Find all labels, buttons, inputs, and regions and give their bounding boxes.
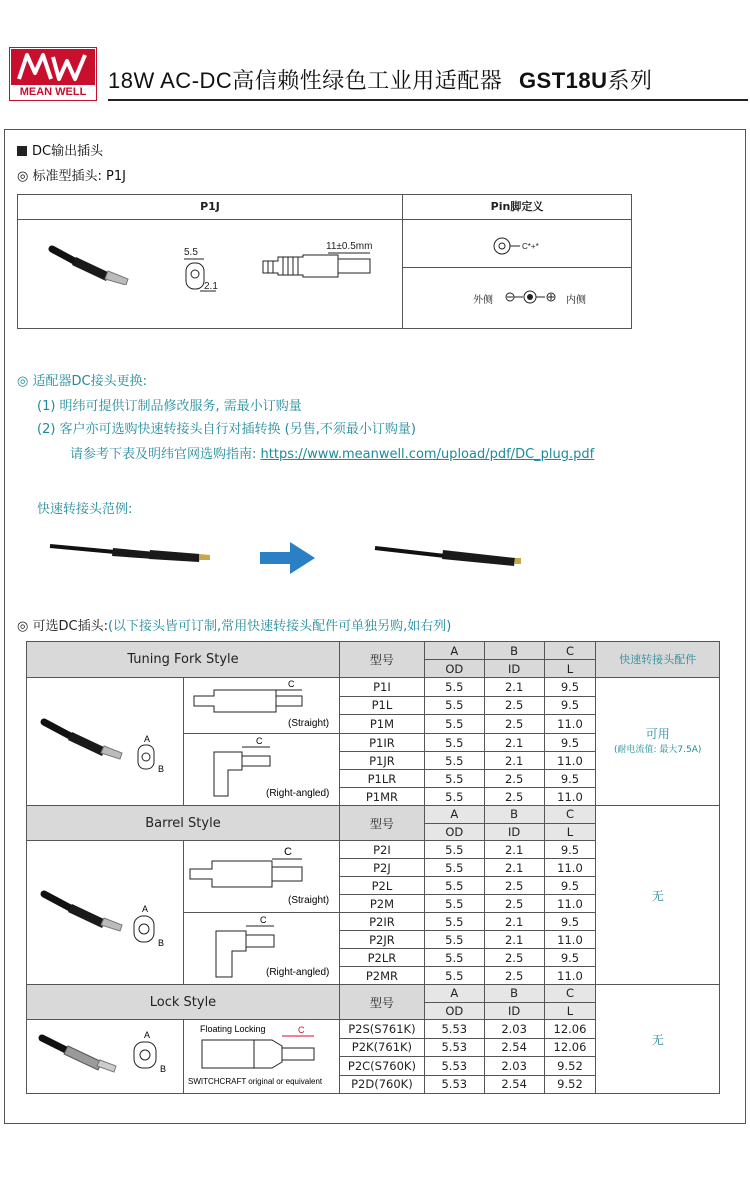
quick-example-heading: 快速转接头范例:: [37, 502, 133, 517]
table-row: P2MR: [339, 967, 424, 985]
svg-text:B: B: [157, 938, 164, 948]
reference-line: 请参考下表及明纬官网选购指南: https://www.meanwell.com/upload/pdf/DC_plug.pdf: [70, 447, 595, 462]
col-id: ID: [484, 1002, 544, 1020]
table-row: P2J: [339, 859, 424, 877]
tuning-quick-cell: [596, 678, 720, 806]
pin-header: Pin脚定义: [403, 195, 631, 220]
table-row: P1IR: [339, 734, 424, 752]
p1j-plug-photo: [48, 235, 138, 285]
table-row: P2LR: [339, 949, 424, 967]
col-od: OD: [424, 660, 484, 678]
svg-text:Floating Locking: Floating Locking: [200, 1024, 266, 1034]
cell-id: 2.1: [484, 734, 544, 752]
cell-od: 5.5: [424, 788, 484, 806]
svg-text:B: B: [159, 1064, 166, 1074]
col-l: L: [544, 823, 596, 841]
cell-id: 2.5: [484, 715, 544, 734]
barrel-straight-svg: [184, 841, 338, 909]
cell-l: 11.0: [544, 859, 596, 877]
cell-od: 5.53: [424, 1038, 484, 1057]
barrel-right-svg: [184, 913, 338, 981]
svg-text:A: A: [141, 904, 148, 914]
quick-note: (耐电流值: 最大7.5A): [614, 744, 702, 755]
col-b: B: [484, 985, 544, 1003]
cell-id: 2.54: [484, 1075, 544, 1094]
pin-symbol-icon: [488, 233, 578, 259]
quick-available: 可用: [645, 726, 670, 741]
cell-id: 2.5: [484, 696, 544, 715]
standard-plug-label: ◎ 标准型插头: P1J: [17, 169, 126, 184]
quick-adapter-example: [45, 532, 525, 582]
cell-l: 9.5: [544, 841, 596, 859]
svg-text:C: C: [298, 1025, 305, 1035]
table-row: P2I: [339, 841, 424, 859]
cell-od: 5.5: [424, 859, 484, 877]
cell-id: 2.5: [484, 770, 544, 788]
table-row: P2D(760K): [339, 1075, 424, 1094]
cell-id: 2.5: [484, 788, 544, 806]
tuning-straight-drawing: [183, 678, 339, 734]
barrel-plug-photo: [30, 866, 180, 956]
barrel-straight-drawing: [183, 841, 339, 913]
cell-id: 2.1: [484, 678, 544, 697]
tuning-fork-plug-photo: [30, 700, 180, 780]
col-b: B: [484, 642, 544, 660]
cell-od: 5.5: [424, 913, 484, 931]
table-row: P1LR: [339, 770, 424, 788]
polarity-icon: [503, 287, 563, 307]
cell-od: 5.5: [424, 696, 484, 715]
style-barrel: Barrel Style: [27, 806, 340, 841]
lock-plug-photo: [30, 1022, 180, 1088]
type-header: 型号: [339, 806, 424, 841]
type-header: 型号: [339, 642, 424, 678]
cell-od: 5.5: [424, 895, 484, 913]
style-lock: Lock Style: [27, 985, 340, 1020]
inner-label: 内侧: [566, 295, 586, 306]
adapter-change-item1: (1) 明纬可提供订制品修改服务, 需最小订购量: [37, 399, 302, 414]
col-b: B: [484, 806, 544, 824]
adapter-change-heading: ◎ 适配器DC接头更换:: [17, 374, 147, 389]
tuning-right-svg: [184, 734, 338, 802]
table-row: P1I: [339, 678, 424, 697]
dc-plug-pdf-link[interactable]: https://www.meanwell.com/upload/pdf/DC_plug.pdf: [260, 447, 595, 462]
p1j-header: P1J: [18, 195, 403, 220]
cell-id: 2.03: [484, 1057, 544, 1076]
page-title: 18W AC-DC高信赖性绿色工业用适配器 GST18U系列: [108, 68, 653, 93]
svg-text:SWITCHCRAFT original or equiva: SWITCHCRAFT original or equivalent: [188, 1077, 323, 1086]
table-row: P2S(S761K): [339, 1020, 424, 1039]
tuning-straight-svg: [184, 678, 338, 730]
col-c: C: [544, 806, 596, 824]
quick-header: 快速转接头配件: [596, 642, 720, 678]
cell-od: 5.5: [424, 967, 484, 985]
cell-od: 5.53: [424, 1075, 484, 1094]
svg-text:A: A: [143, 734, 150, 744]
arrow-right-icon: [260, 542, 315, 574]
svg-text:11±0.5mm: 11±0.5mm: [326, 241, 373, 252]
cell-id: 2.5: [484, 949, 544, 967]
cell-od: 5.53: [424, 1057, 484, 1076]
col-c: C: [544, 642, 596, 660]
cell-id: 2.1: [484, 752, 544, 770]
style-tuning-fork: Tuning Fork Style: [27, 642, 340, 678]
col-l: L: [544, 1002, 596, 1020]
svg-text:2.1: 2.1: [204, 281, 218, 292]
col-c: C: [544, 985, 596, 1003]
cell-od: 5.5: [424, 877, 484, 895]
svg-text:(Straight): (Straight): [288, 895, 330, 906]
svg-text:A: A: [143, 1030, 150, 1040]
svg-text:C*+*: C*+*: [522, 242, 539, 251]
cell-l: 9.5: [544, 696, 596, 715]
cell-id: 2.5: [484, 877, 544, 895]
cell-l: 11.0: [544, 895, 596, 913]
p1j-side-drawing: [258, 239, 388, 289]
svg-text:C: C: [288, 679, 295, 689]
table-row: P2L: [339, 877, 424, 895]
tuning-right-drawing: [183, 734, 339, 806]
barrel-photo-cell: [27, 841, 184, 985]
svg-text:C: C: [260, 915, 267, 925]
table-row: P2JR: [339, 931, 424, 949]
cell-l: 11.0: [544, 788, 596, 806]
col-a: A: [424, 806, 484, 824]
mw-logo-icon: [11, 49, 95, 85]
cell-od: 5.5: [424, 770, 484, 788]
svg-text:5.5: 5.5: [184, 247, 198, 258]
svg-text:C: C: [256, 736, 263, 746]
cell-l: 9.5: [544, 770, 596, 788]
optional-plug-table: [26, 641, 720, 1094]
cell-od: 5.5: [424, 734, 484, 752]
cell-od: 5.5: [424, 715, 484, 734]
cell-id: 2.54: [484, 1038, 544, 1057]
table-row: P1JR: [339, 752, 424, 770]
cell-l: 11.0: [544, 715, 596, 734]
cell-id: 2.1: [484, 859, 544, 877]
cell-id: 2.1: [484, 931, 544, 949]
outer-label: 外侧: [473, 295, 493, 306]
col-id: ID: [484, 660, 544, 678]
table-row: P2M: [339, 895, 424, 913]
barrel-right-drawing: [183, 913, 339, 985]
table-row: P1MR: [339, 788, 424, 806]
col-od: OD: [424, 823, 484, 841]
cell-od: 5.5: [424, 931, 484, 949]
p1j-front-drawing: [166, 245, 236, 303]
cell-l: 9.5: [544, 877, 596, 895]
cell-l: 11.0: [544, 967, 596, 985]
cell-id: 2.5: [484, 967, 544, 985]
cell-l: 9.5: [544, 949, 596, 967]
lock-drawing: [183, 1020, 339, 1094]
col-id: ID: [484, 823, 544, 841]
table-row: P1L: [339, 696, 424, 715]
cell-id: 2.1: [484, 841, 544, 859]
table-row: P1M: [339, 715, 424, 734]
dc-section-heading: DC输出插头: [17, 140, 103, 159]
lock-quick-cell: 无: [596, 985, 720, 1094]
cell-l: 12.06: [544, 1020, 596, 1039]
svg-text:B: B: [157, 764, 164, 774]
cell-id: 2.03: [484, 1020, 544, 1039]
cell-l: 9.5: [544, 678, 596, 697]
lock-photo-cell: [27, 1020, 184, 1094]
title-rule: [108, 99, 748, 101]
lock-svg: [184, 1020, 338, 1090]
col-l: L: [544, 660, 596, 678]
cell-l: 9.52: [544, 1075, 596, 1094]
svg-text:(Right-angled): (Right-angled): [266, 788, 330, 799]
p1j-box: [17, 194, 632, 329]
col-a: A: [424, 985, 484, 1003]
meanwell-logo: [9, 47, 97, 101]
cell-id: 2.1: [484, 913, 544, 931]
cell-l: 9.5: [544, 734, 596, 752]
cell-od: 5.5: [424, 752, 484, 770]
col-od: OD: [424, 1002, 484, 1020]
cell-l: 12.06: [544, 1038, 596, 1057]
tuning-fork-photo-cell: [27, 678, 184, 806]
barrel-quick-cell: 无: [596, 806, 720, 985]
logo-text: MEAN WELL: [19, 86, 87, 98]
cell-od: 5.5: [424, 841, 484, 859]
cell-od: 5.5: [424, 678, 484, 697]
cell-l: 9.52: [544, 1057, 596, 1076]
svg-text:(Straight): (Straight): [288, 718, 330, 729]
table-row: P2IR: [339, 913, 424, 931]
adapter-change-item2: (2) 客户亦可选购快速转接头自行对插转换 (另售,不须最小订购量): [37, 422, 416, 437]
cell-l: 11.0: [544, 752, 596, 770]
cell-od: 5.53: [424, 1020, 484, 1039]
optional-heading: ◎ 可选DC插头:(以下接头皆可订制,常用快速转接头配件可单独另购,如右列): [17, 619, 452, 634]
cell-l: 9.5: [544, 913, 596, 931]
type-header: 型号: [339, 985, 424, 1020]
svg-text:(Right-angled): (Right-angled): [266, 967, 330, 978]
cell-id: 2.5: [484, 895, 544, 913]
svg-text:C: C: [284, 846, 293, 858]
table-row: P2C(S760K): [339, 1057, 424, 1076]
cell-l: 11.0: [544, 931, 596, 949]
col-a: A: [424, 642, 484, 660]
table-row: P2K(761K): [339, 1038, 424, 1057]
cell-od: 5.5: [424, 949, 484, 967]
